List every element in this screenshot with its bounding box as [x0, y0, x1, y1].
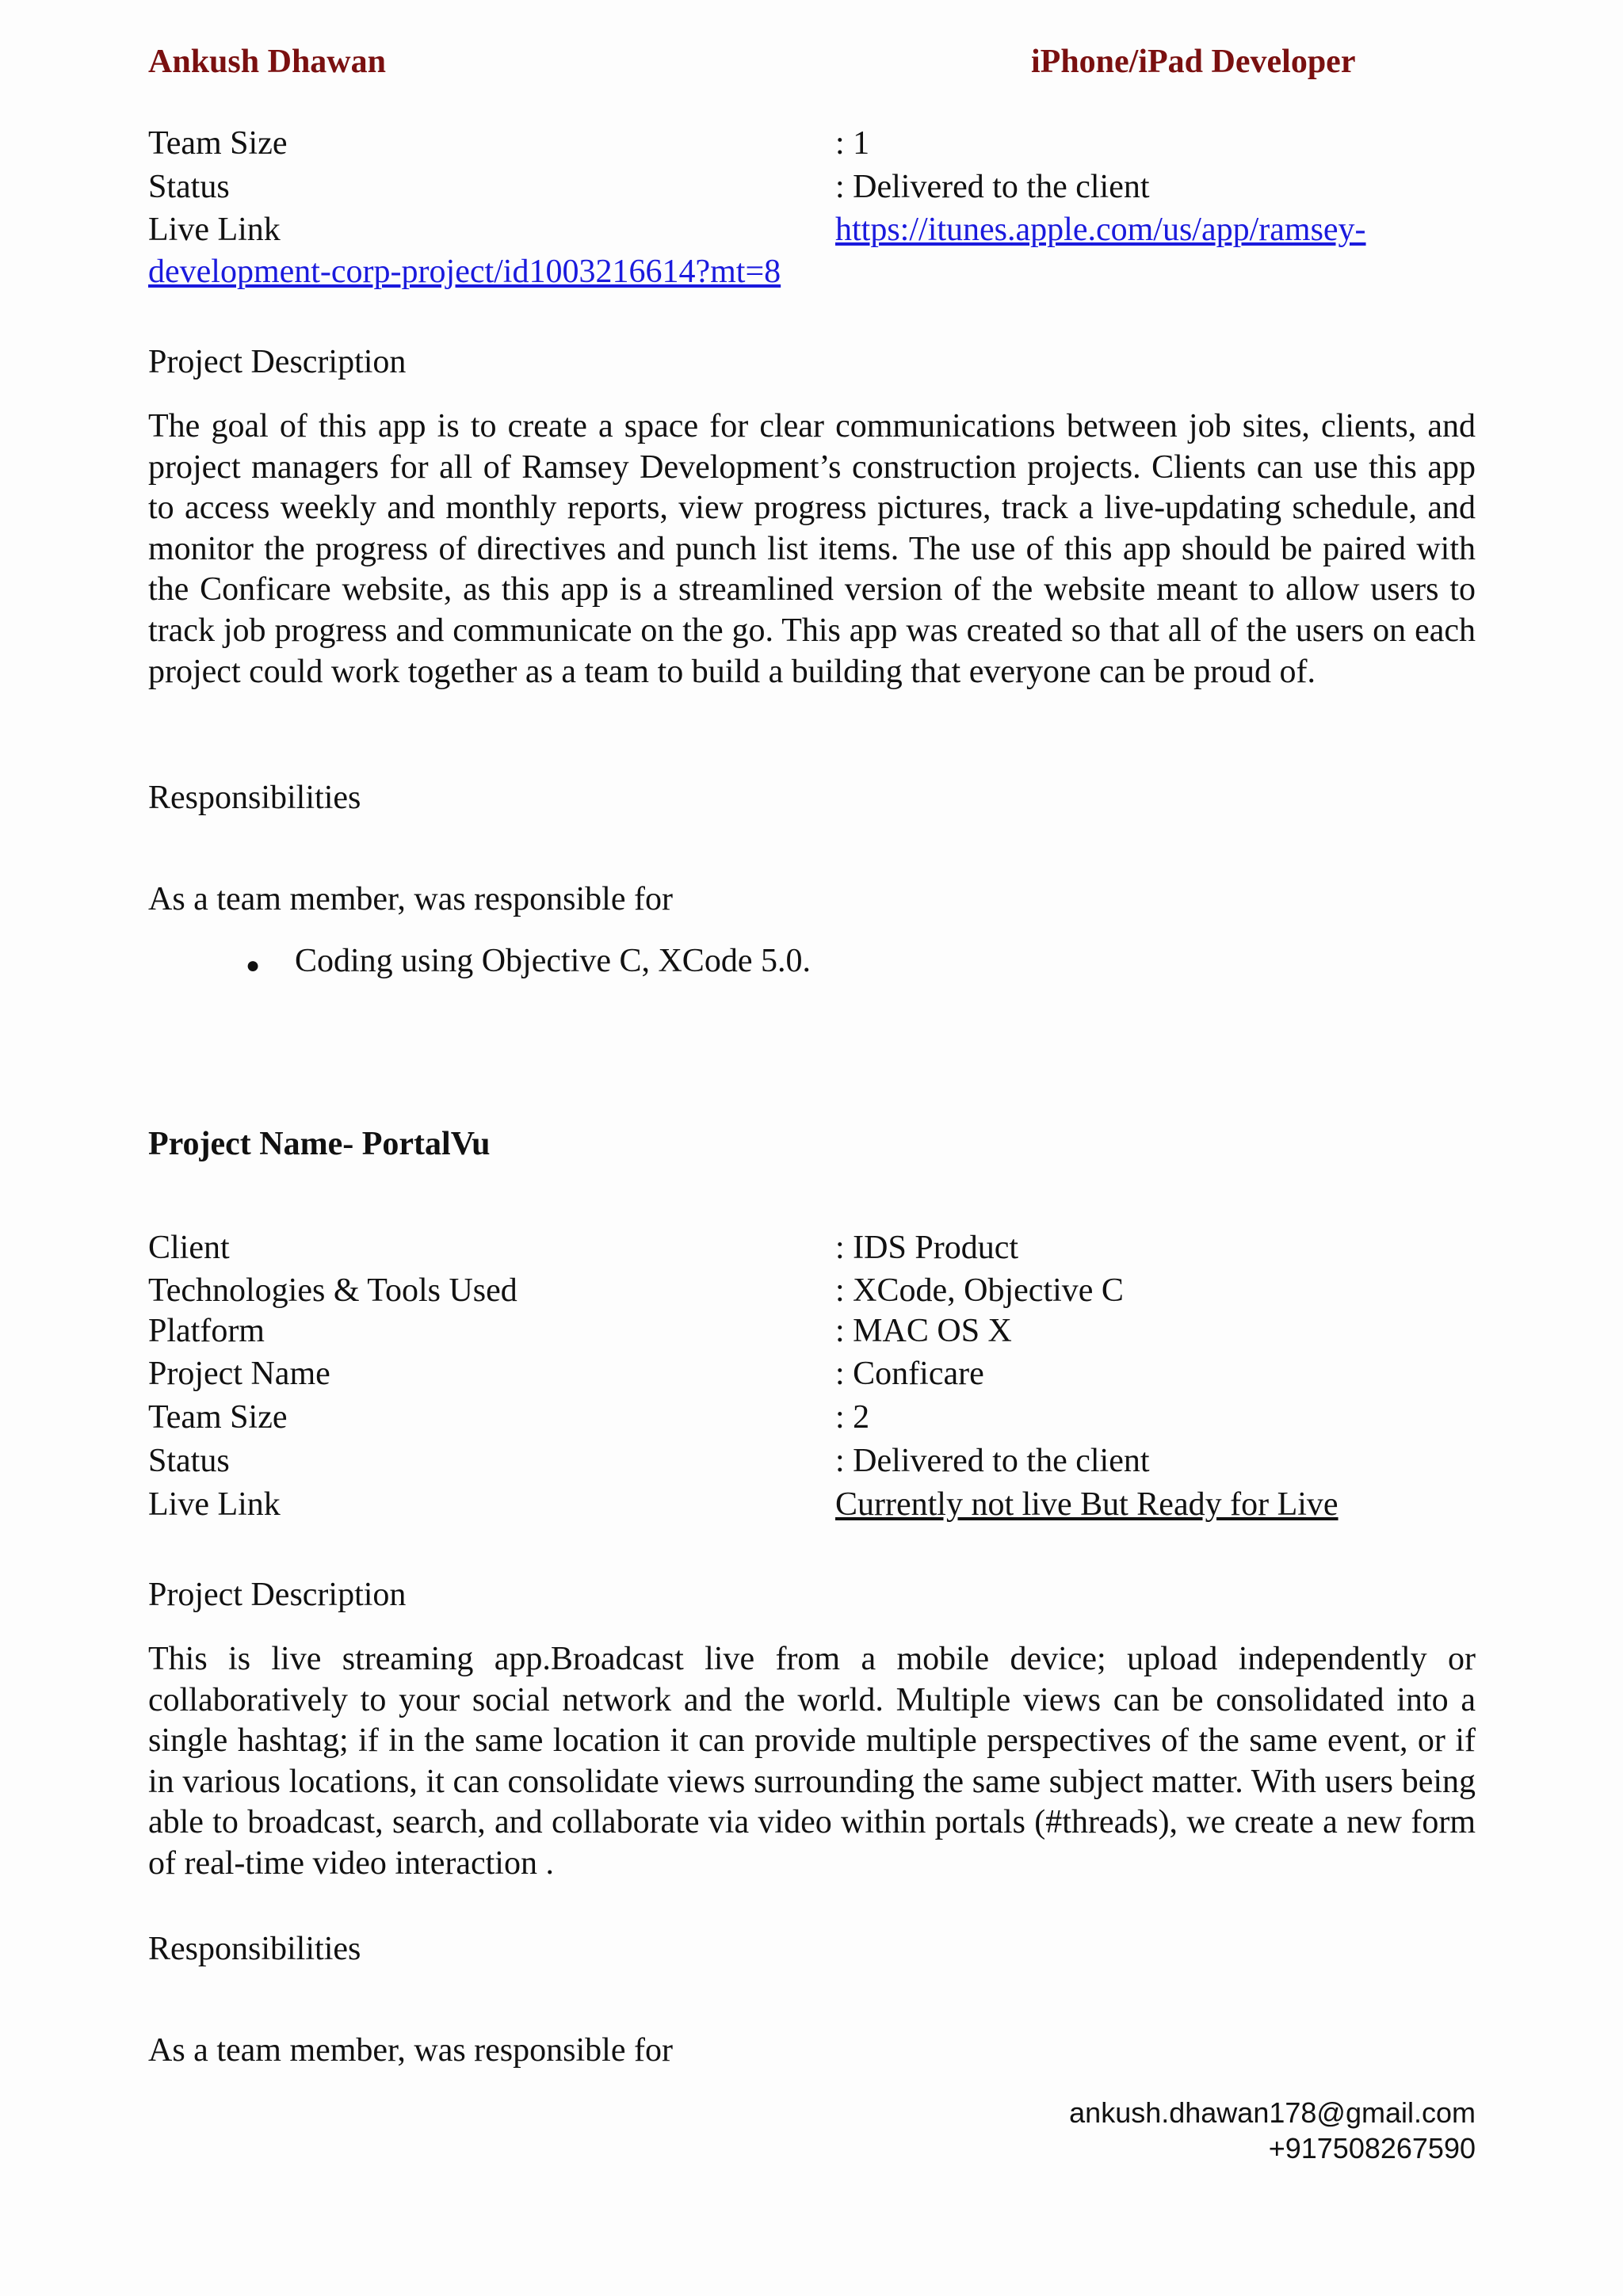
technologies-label: Technologies & Tools Used: [148, 1272, 517, 1309]
responsibilities-intro: As a team member, was responsible for: [148, 2032, 673, 2069]
platform-label: Platform: [148, 1313, 265, 1349]
client-label: Client: [148, 1230, 230, 1266]
status-label: Status: [148, 169, 230, 205]
project-title: Project Name- PortalVu: [148, 1126, 491, 1162]
project-name-label: Project Name: [148, 1356, 330, 1392]
team-size-value: : 2: [835, 1399, 870, 1436]
responsibilities-heading: Responsibilities: [148, 780, 361, 816]
responsibilities-heading: Responsibilities: [148, 1931, 361, 1967]
client-value: : IDS Product: [835, 1230, 1018, 1266]
bullet-dot: ●: [246, 952, 261, 978]
project-description-heading: Project Description: [148, 1577, 407, 1613]
live-link-label: Live Link: [148, 212, 281, 248]
project-description-text: The goal of this app is to create a space for clear communications between job sites, clients, and project managers for all of Ramsey Development’s construction projects. Clients can use this app to access weekly and monthly reports, view progress pictures, track a live-updating schedule, and monitor the progress of directives and punch list items. The use of this app should be paired with the Conficare website, as this app is a streamlined version of the website meant to allow users to track job progress and communicate on the go. This app was created so that all of the users on each project could work together as a team to build a building that everyone can be proud of.: [148, 408, 1476, 690]
author-role: iPhone/iPad Developer: [1031, 44, 1356, 80]
team-size-value: : 1: [835, 125, 870, 162]
status-label: Status: [148, 1443, 230, 1479]
platform-value: : MAC OS X: [835, 1313, 1012, 1349]
footer-phone: +917508267590: [1268, 2132, 1476, 2164]
live-link[interactable]: https://itunes.apple.com/us/app/ramsey-: [835, 212, 1366, 248]
live-link-label: Live Link: [148, 1486, 281, 1523]
status-value: : Delivered to the client: [835, 1443, 1150, 1479]
status-value: : Delivered to the client: [835, 169, 1150, 205]
footer-email: ankush.dhawan178@gmail.com: [1069, 2096, 1476, 2129]
project-description-text: This is live streaming app.Broadcast live from a mobile device; upload independently or collaboratively to your social network and the world. Multiple views can be consolidated into a single hashtag; if in the same location it can provide multiple perspectives of the same event, or if in various locations, it can consolidate views surrounding the same subject matter. With users being able to broadcast, search, and collaborate via video within portals (#threads), we create a new form of real-time video interaction .: [148, 1641, 1476, 1882]
live-link-continued[interactable]: development-corp-project/id1003216614?mt=8: [148, 254, 781, 290]
project-description-heading: Project Description: [148, 344, 407, 380]
responsibility-item: Coding using Objective C, XCode 5.0.: [295, 943, 811, 979]
project-name-value: : Conficare: [835, 1356, 984, 1392]
technologies-value: : XCode, Objective C: [835, 1272, 1124, 1309]
team-size-label: Team Size: [148, 125, 288, 162]
responsibilities-intro: As a team member, was responsible for: [148, 881, 673, 917]
team-size-label: Team Size: [148, 1399, 288, 1436]
author-name: Ankush Dhawan: [148, 44, 386, 80]
footer-contact: [1069, 2095, 1476, 2166]
live-link-status: Currently not live But Ready for Live: [835, 1486, 1338, 1523]
